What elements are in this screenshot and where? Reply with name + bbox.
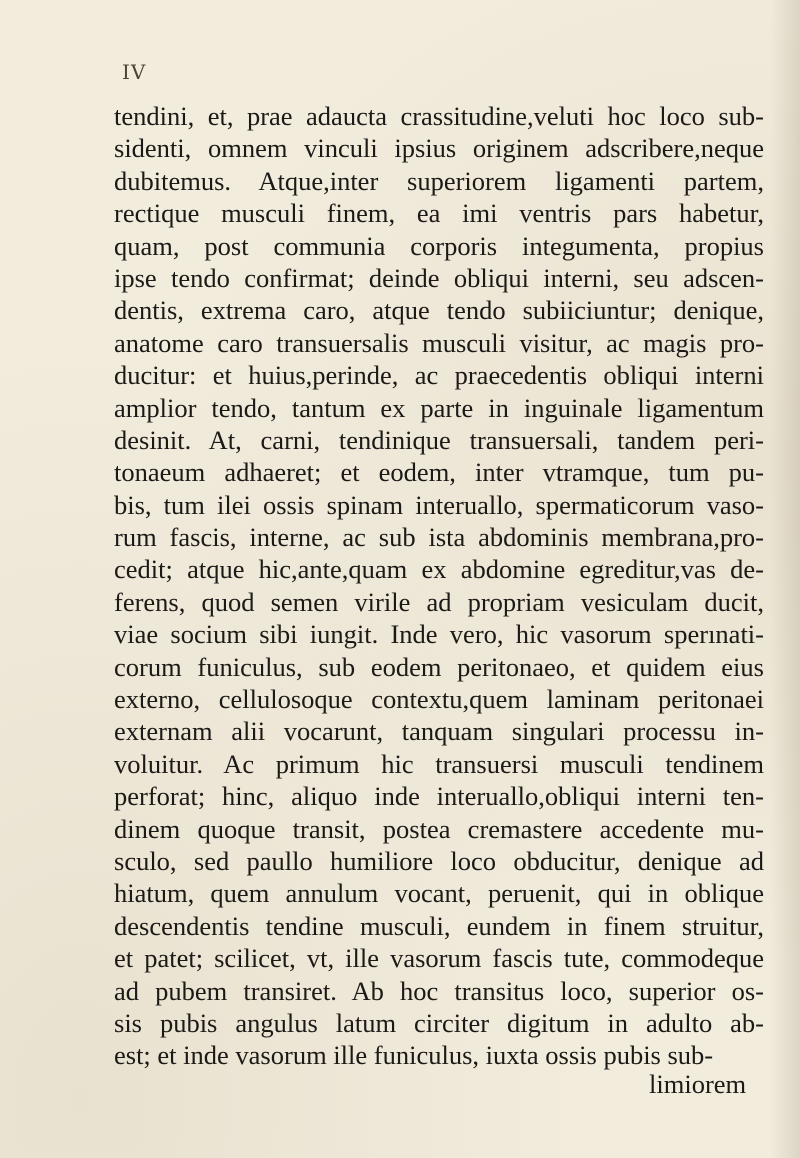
text-line: perforat; hinc, aliquo inde interuallo,obliqui interni ten- (114, 781, 764, 812)
text-line: externam alii vocarunt, tanquam singulari processu in- (114, 716, 764, 747)
text-line: tonaeum adhaeret; et eodem, inter vtramque, tum pu- (114, 457, 764, 488)
text-line: dentis, extrema caro, atque tendo subiiciuntur; denique, (114, 295, 764, 326)
text-line: cedit; atque hic,ante,quam ex abdomine egreditur,vas de- (114, 554, 764, 585)
text-line: amplior tendo, tantum ex parte in inguinale ligamentum (114, 392, 764, 423)
catchword: limiorem (649, 1069, 747, 1099)
text-line: tendini, et, prae adaucta crassitudine,veluti hoc loco sub- (114, 101, 764, 131)
body-text (114, 100, 764, 1072)
text-line: descendentis tendine musculi, eundem in finem struitur, (114, 910, 764, 941)
text-line: rum fascis, interne, ac sub ista abdominis membrana,pro- (114, 522, 764, 553)
text-line: sidenti, omnem vinculi ipsius originem adscribere,neque (114, 133, 764, 164)
text-line: est; et inde vasorum ille funiculus, iuxta ossis pubis sub- (114, 1040, 714, 1071)
text-line: rectique musculi finem, ea imi ventris pars habetur, (114, 198, 764, 229)
text-line: et patet; scilicet, vt, ille vasorum fascis tute, commodeque (114, 943, 764, 974)
text-line: voluitur. Ac primum hic transuersi musculi tendinem (114, 748, 764, 779)
text-line: ad pubem transiret. Ab hoc transitus loco, superior os- (114, 975, 764, 1006)
text-line: dubitemus. Atque,inter superiorem ligamenti partem, (114, 165, 764, 196)
text-line: sculo, sed paullo humiliore loco obducitur, denique ad (114, 845, 764, 876)
text-line: dinem quoque transit, postea cremastere accedente mu- (114, 813, 764, 844)
text-line: ducitur: et huius,perinde, ac praecedentis obliqui interni (114, 360, 764, 391)
text-line: ferens, quod semen virile ad propriam vesiculam ducit, (114, 586, 764, 617)
text-line: sis pubis angulus latum circiter digitum in adulto ab- (114, 1007, 764, 1038)
text-line: externo, cellulosoque contextu,quem laminam peritonaei (114, 684, 764, 715)
text-line: bis, tum ilei ossis spinam interuallo, spermaticorum vaso- (114, 489, 764, 520)
text-line: quam, post communia corporis integumenta, propius (114, 230, 764, 261)
text-line: corum funiculus, sub eodem peritonaeo, et quidem eius (114, 651, 764, 682)
page-edge-shadow (770, 0, 800, 1158)
text-line: ipse tendo confirmat; deinde obliqui interni, seu adscen- (114, 262, 764, 293)
text-line: desinit. At, carni, tendinique transuersali, tandem peri- (114, 424, 764, 455)
text-line: anatome caro transuersalis musculi visitur, ac magis pro- (114, 327, 764, 358)
text-line: hiatum, quem annulum vocant, peruenit, qui in oblique (114, 878, 764, 909)
header-mark: IV (122, 60, 147, 84)
text-line: viae socium sibi iungit. Inde vero, hic vasorum sperınati- (114, 619, 764, 650)
